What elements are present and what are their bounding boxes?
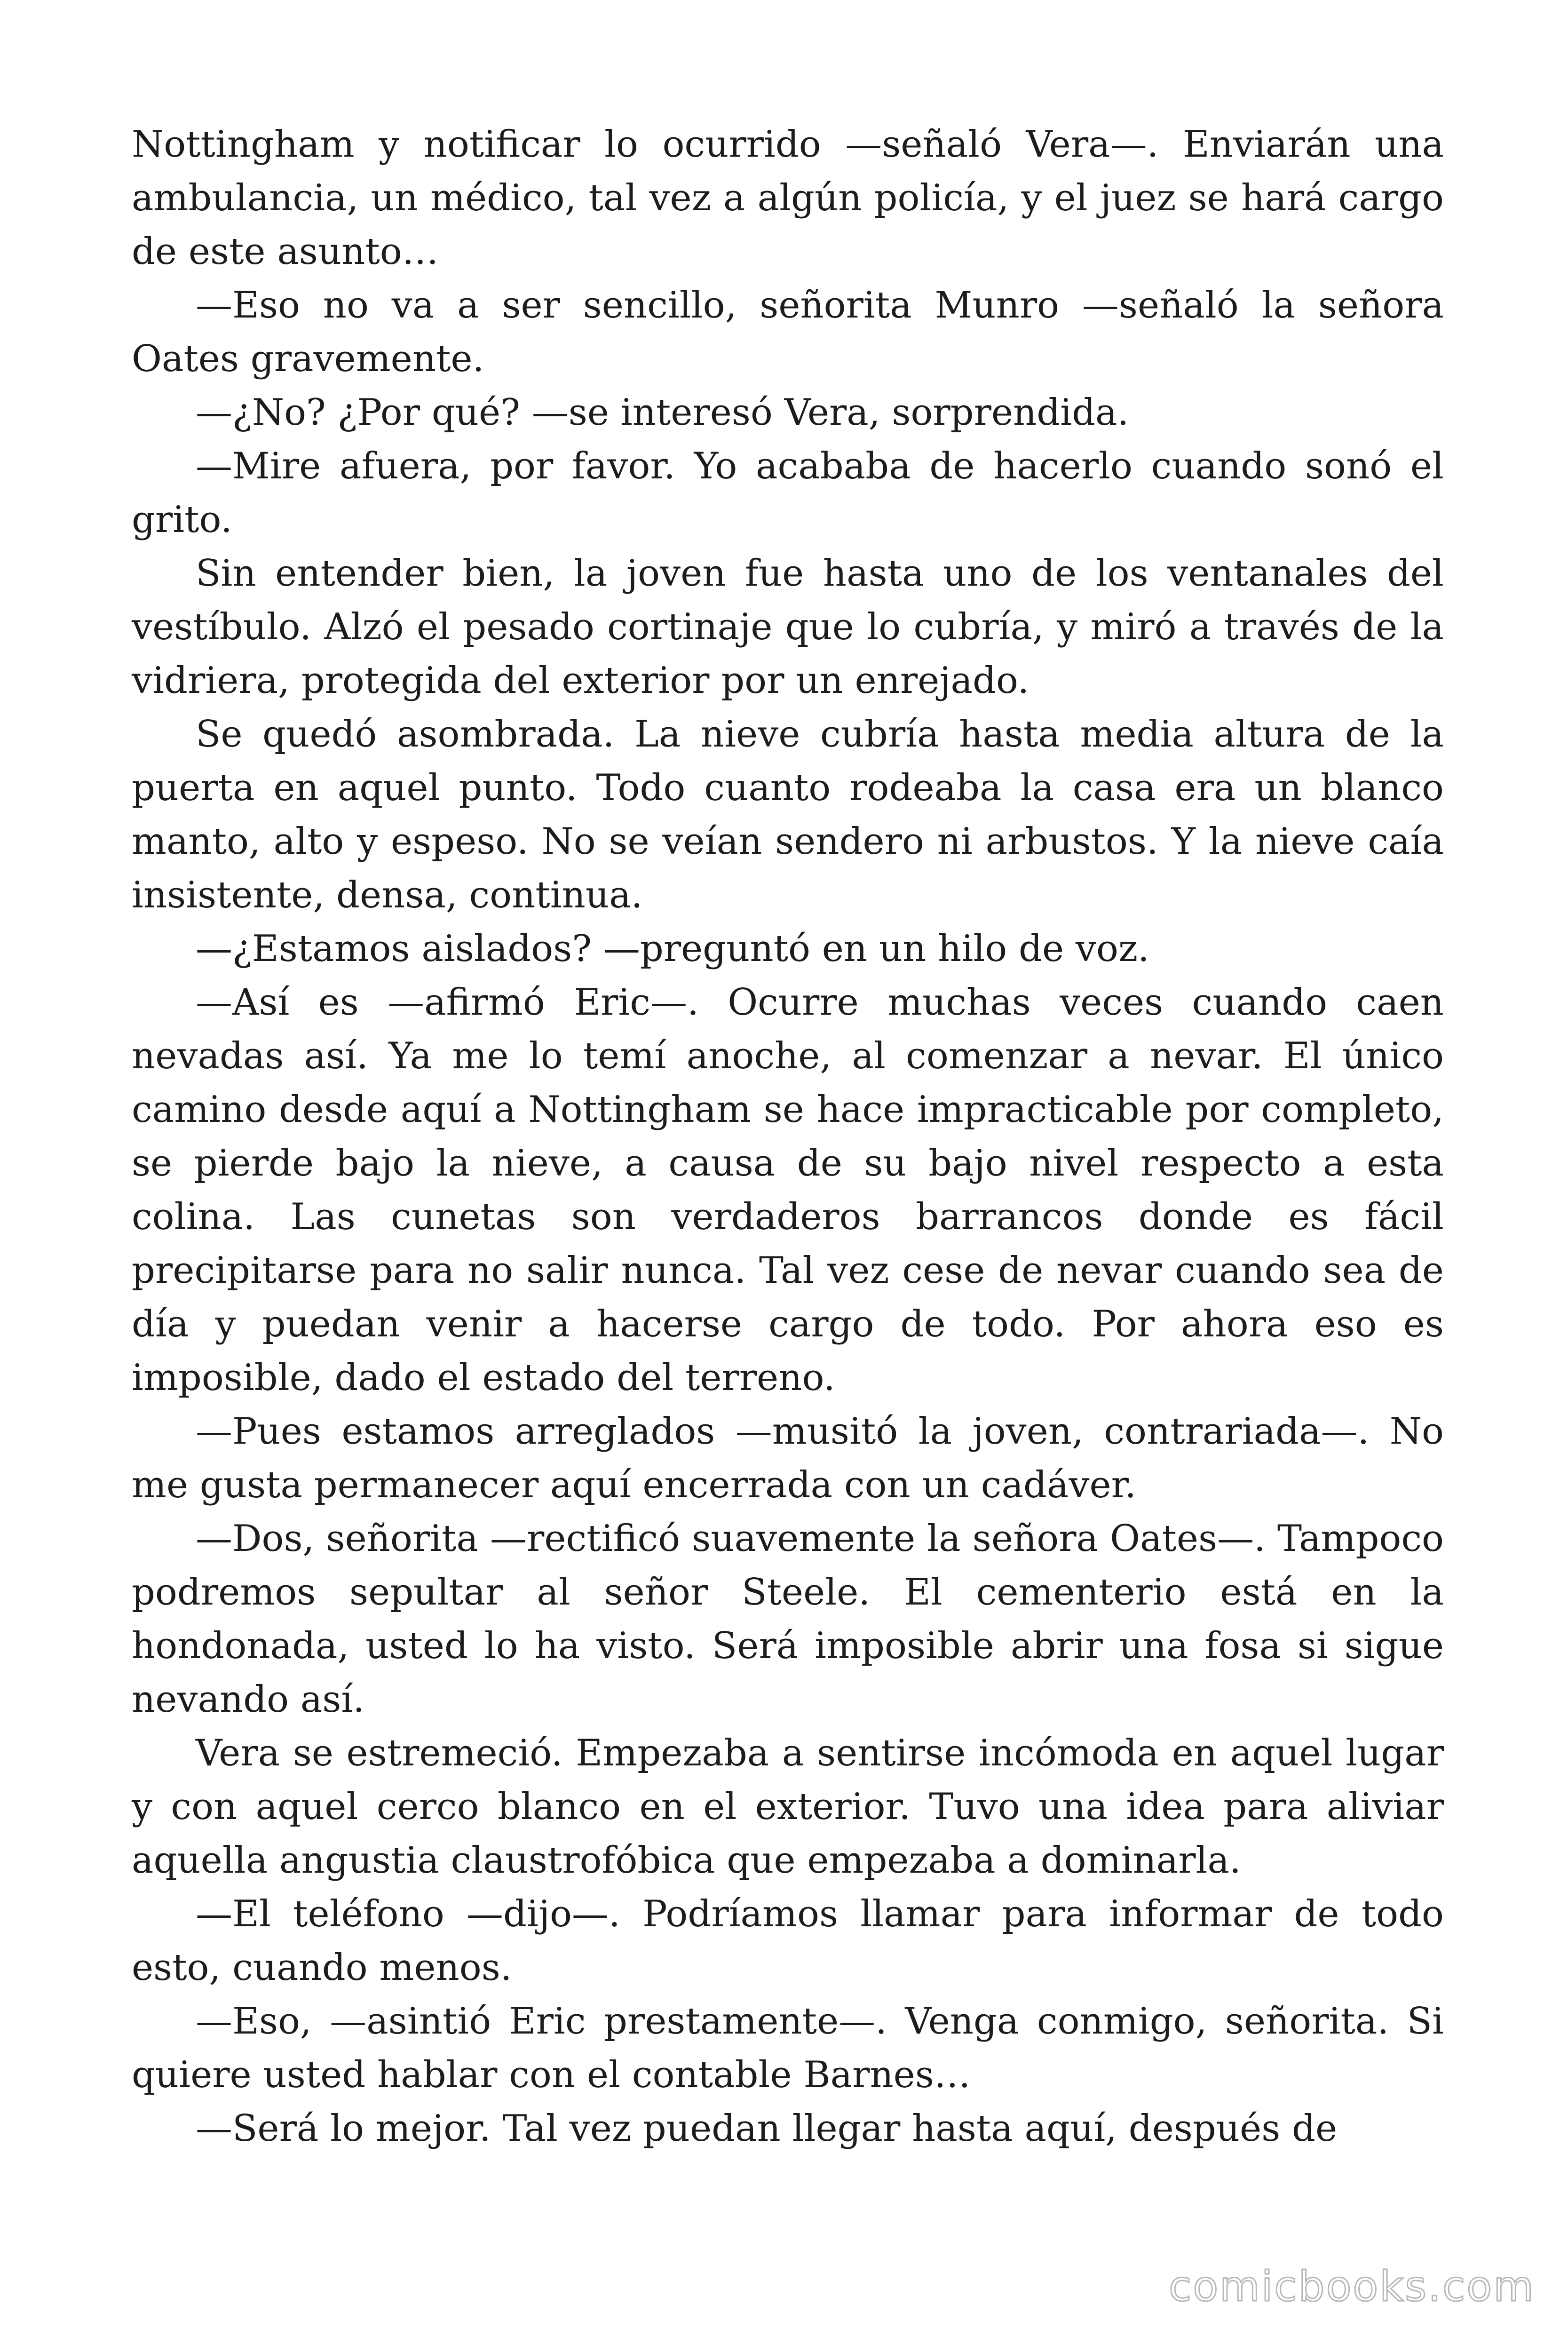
paragraph: —Eso, —asintió Eric prestamente—. Venga conmigo, señorita. Si quiere usted hablar con el contable Barnes… [132,2000,1444,2096]
paragraph: —Pues estamos arreglados —musitó la joven, contrariada—. No me gusta permanecer aquí encerrada con un cadáver. [132,1410,1444,1506]
paragraph: —El teléfono —dijo—. Podríamos llamar para informar de todo esto, cuando menos. [132,1893,1444,1989]
paragraph: —¿No? ¿Por qué? —se interesó Vera, sorprendida. [196,391,1129,434]
paragraph: —Dos, señorita —rectificó suavemente la señora Oates—. Tampoco podremos sepultar al señor Steele. El cementerio está en la hondonada, usted lo ha visto. Será imposible abrir una fosa si sigue nevando así. [132,1518,1444,1721]
paragraph: Nottingham y notificar lo ocurrido —señaló Vera—. Enviarán una ambulancia, un médico, tal vez a algún policía, y el juez se hará cargo de este asunto… [132,123,1444,273]
paragraph: —Será lo mejor. Tal vez puedan llegar hasta aquí, después de [196,2107,1338,2150]
paragraph: Se quedó asombrada. La nieve cubría hasta media altura de la puerta en aquel punto. Todo cuanto rodeaba la casa era un blanco manto, alto y espeso. No se veían sendero ni arbustos. Y la nieve caía insistente, densa, continua. [132,713,1444,916]
paragraph: —Eso no va a ser sencillo, señorita Munro —señaló la señora Oates gravemente. [132,284,1444,380]
page-text [132,118,1444,2155]
paragraph: —¿Estamos aislados? —preguntó en un hilo de voz. [196,928,1149,970]
paragraph: —Así es —afirmó Eric—. Ocurre muchas veces cuando caen nevadas así. Ya me lo temí anoche, al comenzar a nevar. El único camino desde aquí a Nottingham se hace impracticable por completo, se pierde bajo la nieve, a causa de su bajo nivel respecto a esta colina. Las cunetas son verdaderos barrancos donde es fácil precipitarse para no salir nunca. Tal vez cese de nevar cuando sea de día y puedan venir a hacerse cargo de todo. Por ahora eso es imposible, dado el estado del terreno. [132,981,1444,1399]
paragraph: Sin entender bien, la joven fue hasta uno de los ventanales del vestíbulo. Alzó el pesado cortinaje que lo cubría, y miró a través de la vidriera, protegida del exterior por un enrejado. [132,552,1444,702]
paragraph: —Mire afuera, por favor. Yo acababa de hacerlo cuando sonó el grito. [132,445,1444,541]
watermark: comicbooks.com [1168,2262,1535,2311]
paragraph: Vera se estremeció. Empezaba a sentirse incómoda en aquel lugar y con aquel cerco blanco en el exterior. Tuvo una idea para aliviar aquella angustia claustrofóbica que empezaba a dominarla. [132,1732,1444,1882]
